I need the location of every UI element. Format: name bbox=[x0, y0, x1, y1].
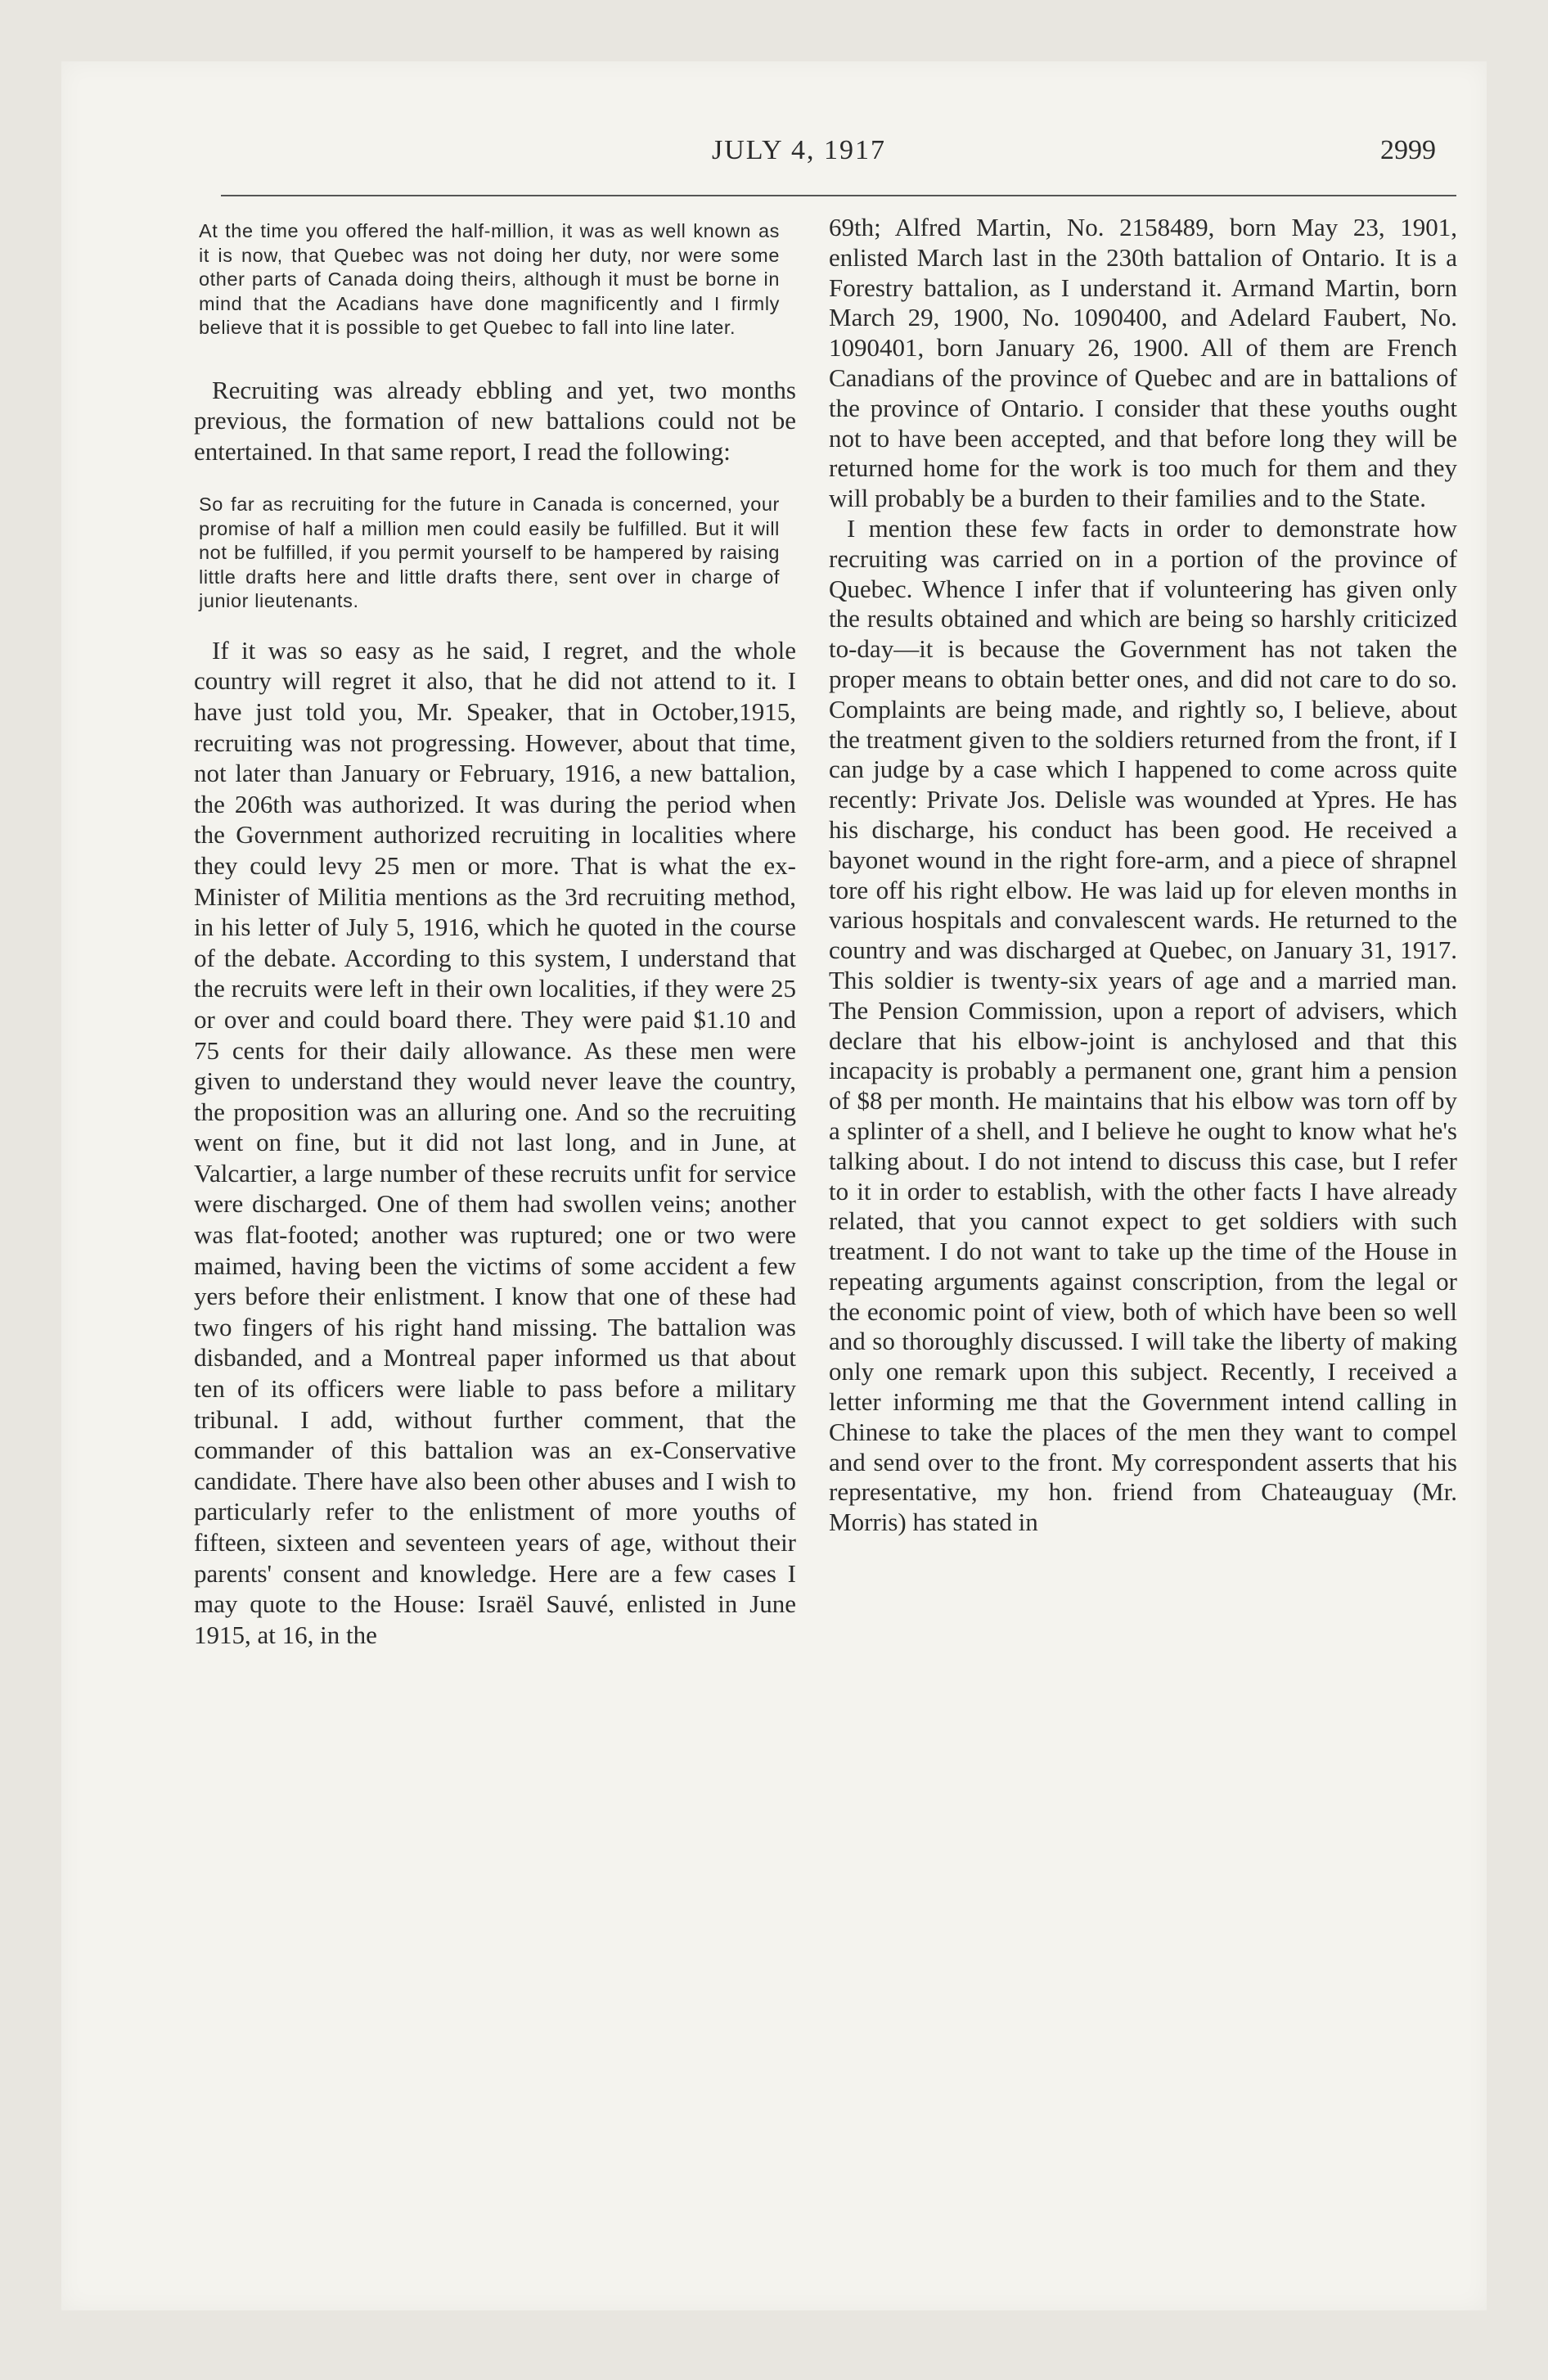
quoted-passage: At the time you offered the half-million, it was as well known as it is now, that Quebec was not doing her duty, nor were some other parts of Canada doing theirs, although it must be borne in mind that the Acadians have done magnificently and I firmly believe that it is possible to get Quebec to fall into line later. bbox=[199, 220, 780, 338]
document-page bbox=[61, 61, 1487, 2310]
body-paragraph: If it was so easy as he said, I regret, and the whole country will regret it also, that he did not attend to it. I have just told you, Mr. Speaker, that in October,1915, recruiting was not progressing. However, about that time, not later than January or February, 1916, a new battalion, the 206th was authorized. It was during the period when the Government authorized recruiting in localities where they could levy 25 men or more. That is what the ex-Minister of Militia mentions as the 3rd recruiting method, in his letter of July 5, 1916, which he quoted in the course of the debate. According to this system, I understand that the recruits were left in their own localities, if they were 25 or over and could board there. They were paid $1.10 and 75 cents for their daily allowance. As these men were given to understand they would never leave the country, the proposition was an alluring one. And so the recruiting went on fine, but it did not last long, and in June, at Valcartier, a large number of these recruits unfit for service were discharged. One of them had swollen veins; another was flat-footed; another was ruptured; one or two were maimed, having been the victims of some accident a few yers before their enlistment. I know that one of these had two fingers of his right hand missing. The battalion was disbanded, and a Montreal paper informed us that about ten of its officers were liable to pass before a military tribunal. I add, without further comment, that the commander of this battalion was an ex-Conservative candidate. There have also been other abuses and I wish to particularly refer to the enlistment of more youths of fifteen, sixteen and seventeen years of age, without their parents' consent and knowledge. Here are a few cases I may quote to the House: Israël Sauvé, enlisted in June 1915, at 16, in the bbox=[194, 635, 796, 1649]
body-paragraph: I mention these few facts in order to demonstrate how recruiting was carried on in a portion of the province of Quebec. Whence I infer that if volunteering has given only the results obtained and which are being so harshly criticized to-day—it is because the Government has not taken the proper means to obtain better ones, and did not care to do so. Complaints are being made, and rightly so, I believe, about the treatment given to the soldiers returned from the front, if I can judge by a case which I happened to come across quite recently: Private Jos. Delisle was wounded at Ypres. He has his discharge, his conduct has been good. He received a bayonet wound in the right fore-arm, and a piece of shrapnel tore off his right elbow. He was laid up for eleven months in various hospitals and convalescent wards. He returned to the country and was discharged at Quebec, on January 31, 1917. This soldier is twenty-six years of age and a married man. The Pension Commission, upon a report of advisers, which declare that his elbow-joint is anchylosed and that this incapacity is probably a permanent one, grant him a pension of $8 per month. He maintains that his elbow was torn off by a splinter of a shell, and I believe he ought to know what he's talking about. I do not intend to discuss this case, but I refer to it in order to establish, with the other facts I have already related, that you cannot expect to get soldiers with such treatment. I do not want to take up the time of the House in repeating arguments against conscription, from the legal or the economic point of view, both of which have been so well and so thoroughly discussed. I will take the liberty of making only one remark upon this subject. Recently, I received a letter informing me that the Government intend calling in Chinese to take the places of the men they want to compel and send over to the front. My correspondent asserts that his representative, my hon. friend from Chateauguay (Mr. Morris) has stated in bbox=[829, 513, 1457, 1537]
page-header bbox=[61, 135, 1487, 184]
body-paragraph: 69th; Alfred Martin, No. 2158489, born May 23, 1901, enlisted March last in the 230th battalion of Ontario. It is a Forestry battalion, as I understand it. Armand Martin, born March 29, 1900, No. 1090400, and Adelard Faubert, No. 1090401, born January 26, 1900. All of them are French Canadians of the province of Quebec and are in battalions of the province of Ontario. I consider that these youths ought not to have been accepted, and that before long they will be returned home for the work is too much for them and they will probably be a burden to their families and to the State. bbox=[829, 213, 1457, 513]
left-column bbox=[184, 213, 806, 1650]
right-column bbox=[829, 213, 1457, 1538]
page-number: 2999 bbox=[1380, 135, 1436, 165]
body-paragraph: Recruiting was already ebbling and yet, two months previous, the formation of new battalions could not be entertained. In that same report, I read the following: bbox=[194, 375, 796, 466]
header-date: JULY 4, 1917 bbox=[712, 135, 886, 165]
quoted-passage: So far as recruiting for the future in Canada is concerned, your promise of half a million men could easily be fulfilled. But it will not be fulfilled, if you permit yourself to be hampered by raising little drafts here and little drafts there, sent over in charge of junior lieutenants. bbox=[199, 494, 780, 612]
header-rule bbox=[221, 195, 1456, 196]
